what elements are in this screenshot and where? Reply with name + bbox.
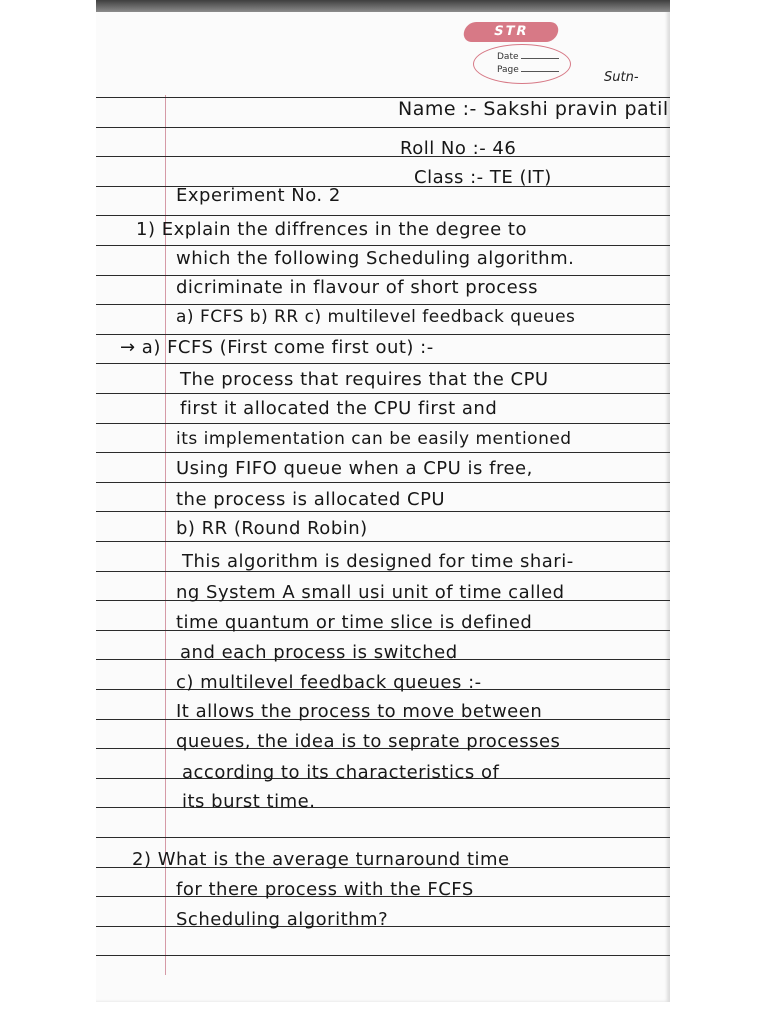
- date-page-box: [473, 44, 573, 84]
- date-box-outline: [473, 44, 571, 84]
- ruled-line: [96, 304, 670, 305]
- page-label: Page: [497, 65, 519, 75]
- text-line: 1) Explain the diffrences in the degree to: [136, 219, 527, 240]
- ruled-line: [96, 127, 670, 128]
- ruled-line: [96, 393, 670, 394]
- text-line: which the following Scheduling algorithm.: [176, 248, 575, 269]
- text-line: a) FCFS b) RR c) multilevel feedback queues: [176, 307, 576, 327]
- ruled-line: [96, 156, 670, 157]
- signature: Sutn-: [604, 70, 639, 85]
- ruled-line: [96, 363, 670, 364]
- ruled-line: [96, 245, 670, 246]
- text-line: its implementation can be easily mentioned: [176, 429, 572, 449]
- text-line: Scheduling algorithm?: [176, 909, 389, 930]
- ruled-line: [96, 275, 670, 276]
- ruled-line: [96, 452, 670, 453]
- ruled-line: [96, 511, 670, 512]
- class-label: Class :- TE (IT): [414, 167, 552, 188]
- text-line: its burst time.: [182, 791, 316, 812]
- text-line: time quantum or time slice is defined: [176, 612, 533, 633]
- text-line: This algorithm is designed for time shari-: [182, 551, 574, 572]
- text-line: b) RR (Round Robin): [176, 518, 368, 539]
- text-line: ng System A small usi unit of time called: [176, 582, 565, 603]
- text-line: the process is allocated CPU: [176, 489, 446, 510]
- date-field: [497, 52, 559, 63]
- text-line: and each process is switched: [180, 642, 458, 663]
- page-field: [497, 65, 559, 76]
- ruled-line: [96, 837, 670, 838]
- notebook-page: [96, 0, 670, 1002]
- text-line: The process that requires that the CPU: [180, 369, 549, 390]
- ruled-line: [96, 215, 670, 216]
- text-line: It allows the process to move between: [176, 701, 543, 722]
- text-line: 2) What is the average turnaround time: [132, 849, 510, 870]
- ruled-line: [96, 482, 670, 483]
- text-line: → a) FCFS (First come first out) :-: [120, 337, 434, 358]
- text-line: dicriminate in flavour of short process: [176, 277, 538, 298]
- experiment-title: Experiment No. 2: [176, 185, 341, 206]
- text-line: queues, the idea is to seprate processes: [176, 731, 561, 752]
- text-line: first it allocated the CPU first and: [180, 398, 498, 419]
- text-line: c) multilevel feedback queues :-: [176, 672, 482, 693]
- ruled-line: [96, 334, 670, 335]
- notebook-logo: STR: [462, 22, 560, 42]
- text-line: for there process with the FCFS: [176, 879, 474, 900]
- roll-number: Roll No :- 46: [400, 138, 517, 159]
- ruled-line: [96, 423, 670, 424]
- ruled-line: [96, 955, 670, 956]
- ruled-line: [96, 541, 670, 542]
- text-line: according to its characteristics of: [182, 762, 500, 783]
- page-top-edge: [96, 0, 670, 12]
- student-name: Name :- Sakshi pravin patil: [398, 98, 669, 120]
- date-label: Date: [497, 52, 519, 62]
- text-line: Using FIFO queue when a CPU is free,: [176, 458, 533, 479]
